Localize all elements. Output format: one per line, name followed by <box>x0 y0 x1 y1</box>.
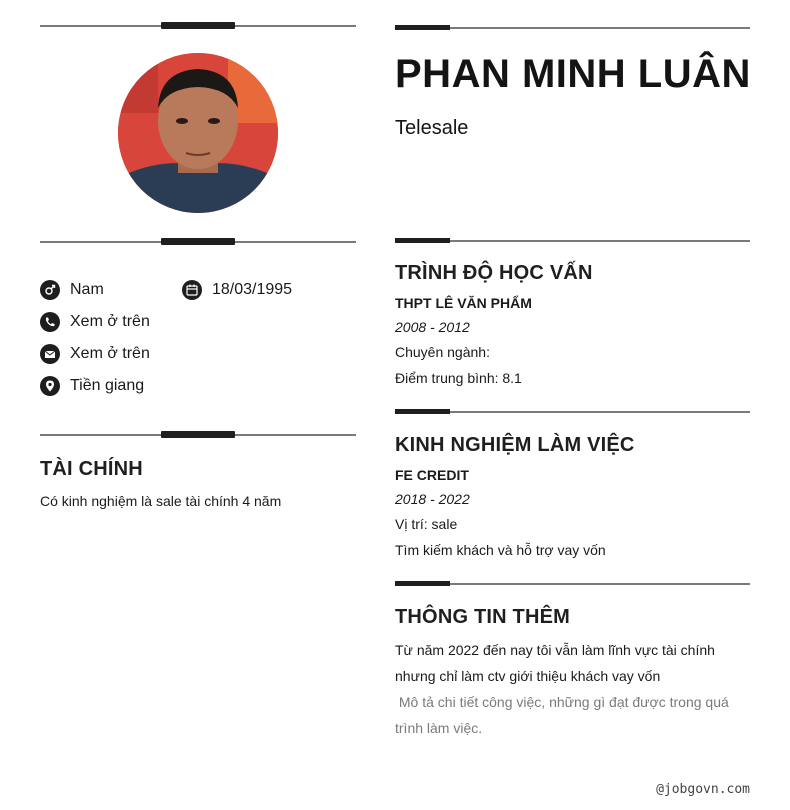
info-email <box>40 344 150 364</box>
info-gender <box>40 280 104 300</box>
divider-finance <box>40 434 356 436</box>
gender-value: Nam <box>70 281 104 298</box>
experience-title: KINH NGHIỆM LÀM VIỆC <box>395 434 635 456</box>
divider-mid-left <box>40 241 356 243</box>
divider-top-right <box>395 27 750 29</box>
location-icon <box>40 376 60 396</box>
education-school: THPT LÊ VĂN PHẨM <box>395 295 532 311</box>
education-title: TRÌNH ĐỘ HỌC VẤN <box>395 262 593 284</box>
avatar <box>118 53 278 213</box>
additional-hint-2: trình làm việc. <box>395 720 483 736</box>
education-gpa: Điểm trung bình: 8.1 <box>395 370 522 386</box>
watermark: @jobgovn.com <box>656 782 750 797</box>
experience-description: Tìm kiếm khách và hỗ trợ vay vốn <box>395 542 606 558</box>
additional-title: THÔNG TIN THÊM <box>395 606 571 628</box>
phone-icon <box>40 312 60 332</box>
phone-value: Xem ở trên <box>70 313 150 330</box>
finance-text: Có kinh nghiệm là sale tài chính 4 năm <box>40 493 282 509</box>
info-birthdate <box>182 280 292 300</box>
experience-company: FE CREDIT <box>395 467 469 483</box>
education-period: 2008 - 2012 <box>395 319 470 335</box>
job-title: Telesale <box>395 117 469 139</box>
email-value: Xem ở trên <box>70 345 150 362</box>
info-phone <box>40 312 150 332</box>
address-value: Tiền giang <box>70 377 145 394</box>
divider-experience <box>395 411 750 413</box>
birthdate-value: 18/03/1995 <box>212 281 293 298</box>
experience-period: 2018 - 2022 <box>395 491 470 507</box>
gender-icon <box>40 280 60 300</box>
divider-additional <box>395 583 750 585</box>
info-address <box>40 376 144 396</box>
experience-position: Vị trí: sale <box>395 516 458 532</box>
additional-hint-1: Mô tả chi tiết công việc, những gì đạt được trong quá <box>395 694 729 710</box>
additional-line-1: Từ năm 2022 đến nay tôi vẫn làm lĩnh vực tài chính <box>395 642 715 658</box>
calendar-icon <box>182 280 202 300</box>
email-icon <box>40 344 60 364</box>
education-major: Chuyên ngành: <box>395 344 490 360</box>
divider-top-left <box>40 25 356 27</box>
full-name: PHAN MINH LUÂN <box>395 52 751 96</box>
divider-education <box>395 240 750 242</box>
finance-title: TÀI CHÍNH <box>40 458 143 480</box>
additional-line-2: nhưng chỉ làm ctv giới thiệu khách vay vốn <box>395 668 661 684</box>
